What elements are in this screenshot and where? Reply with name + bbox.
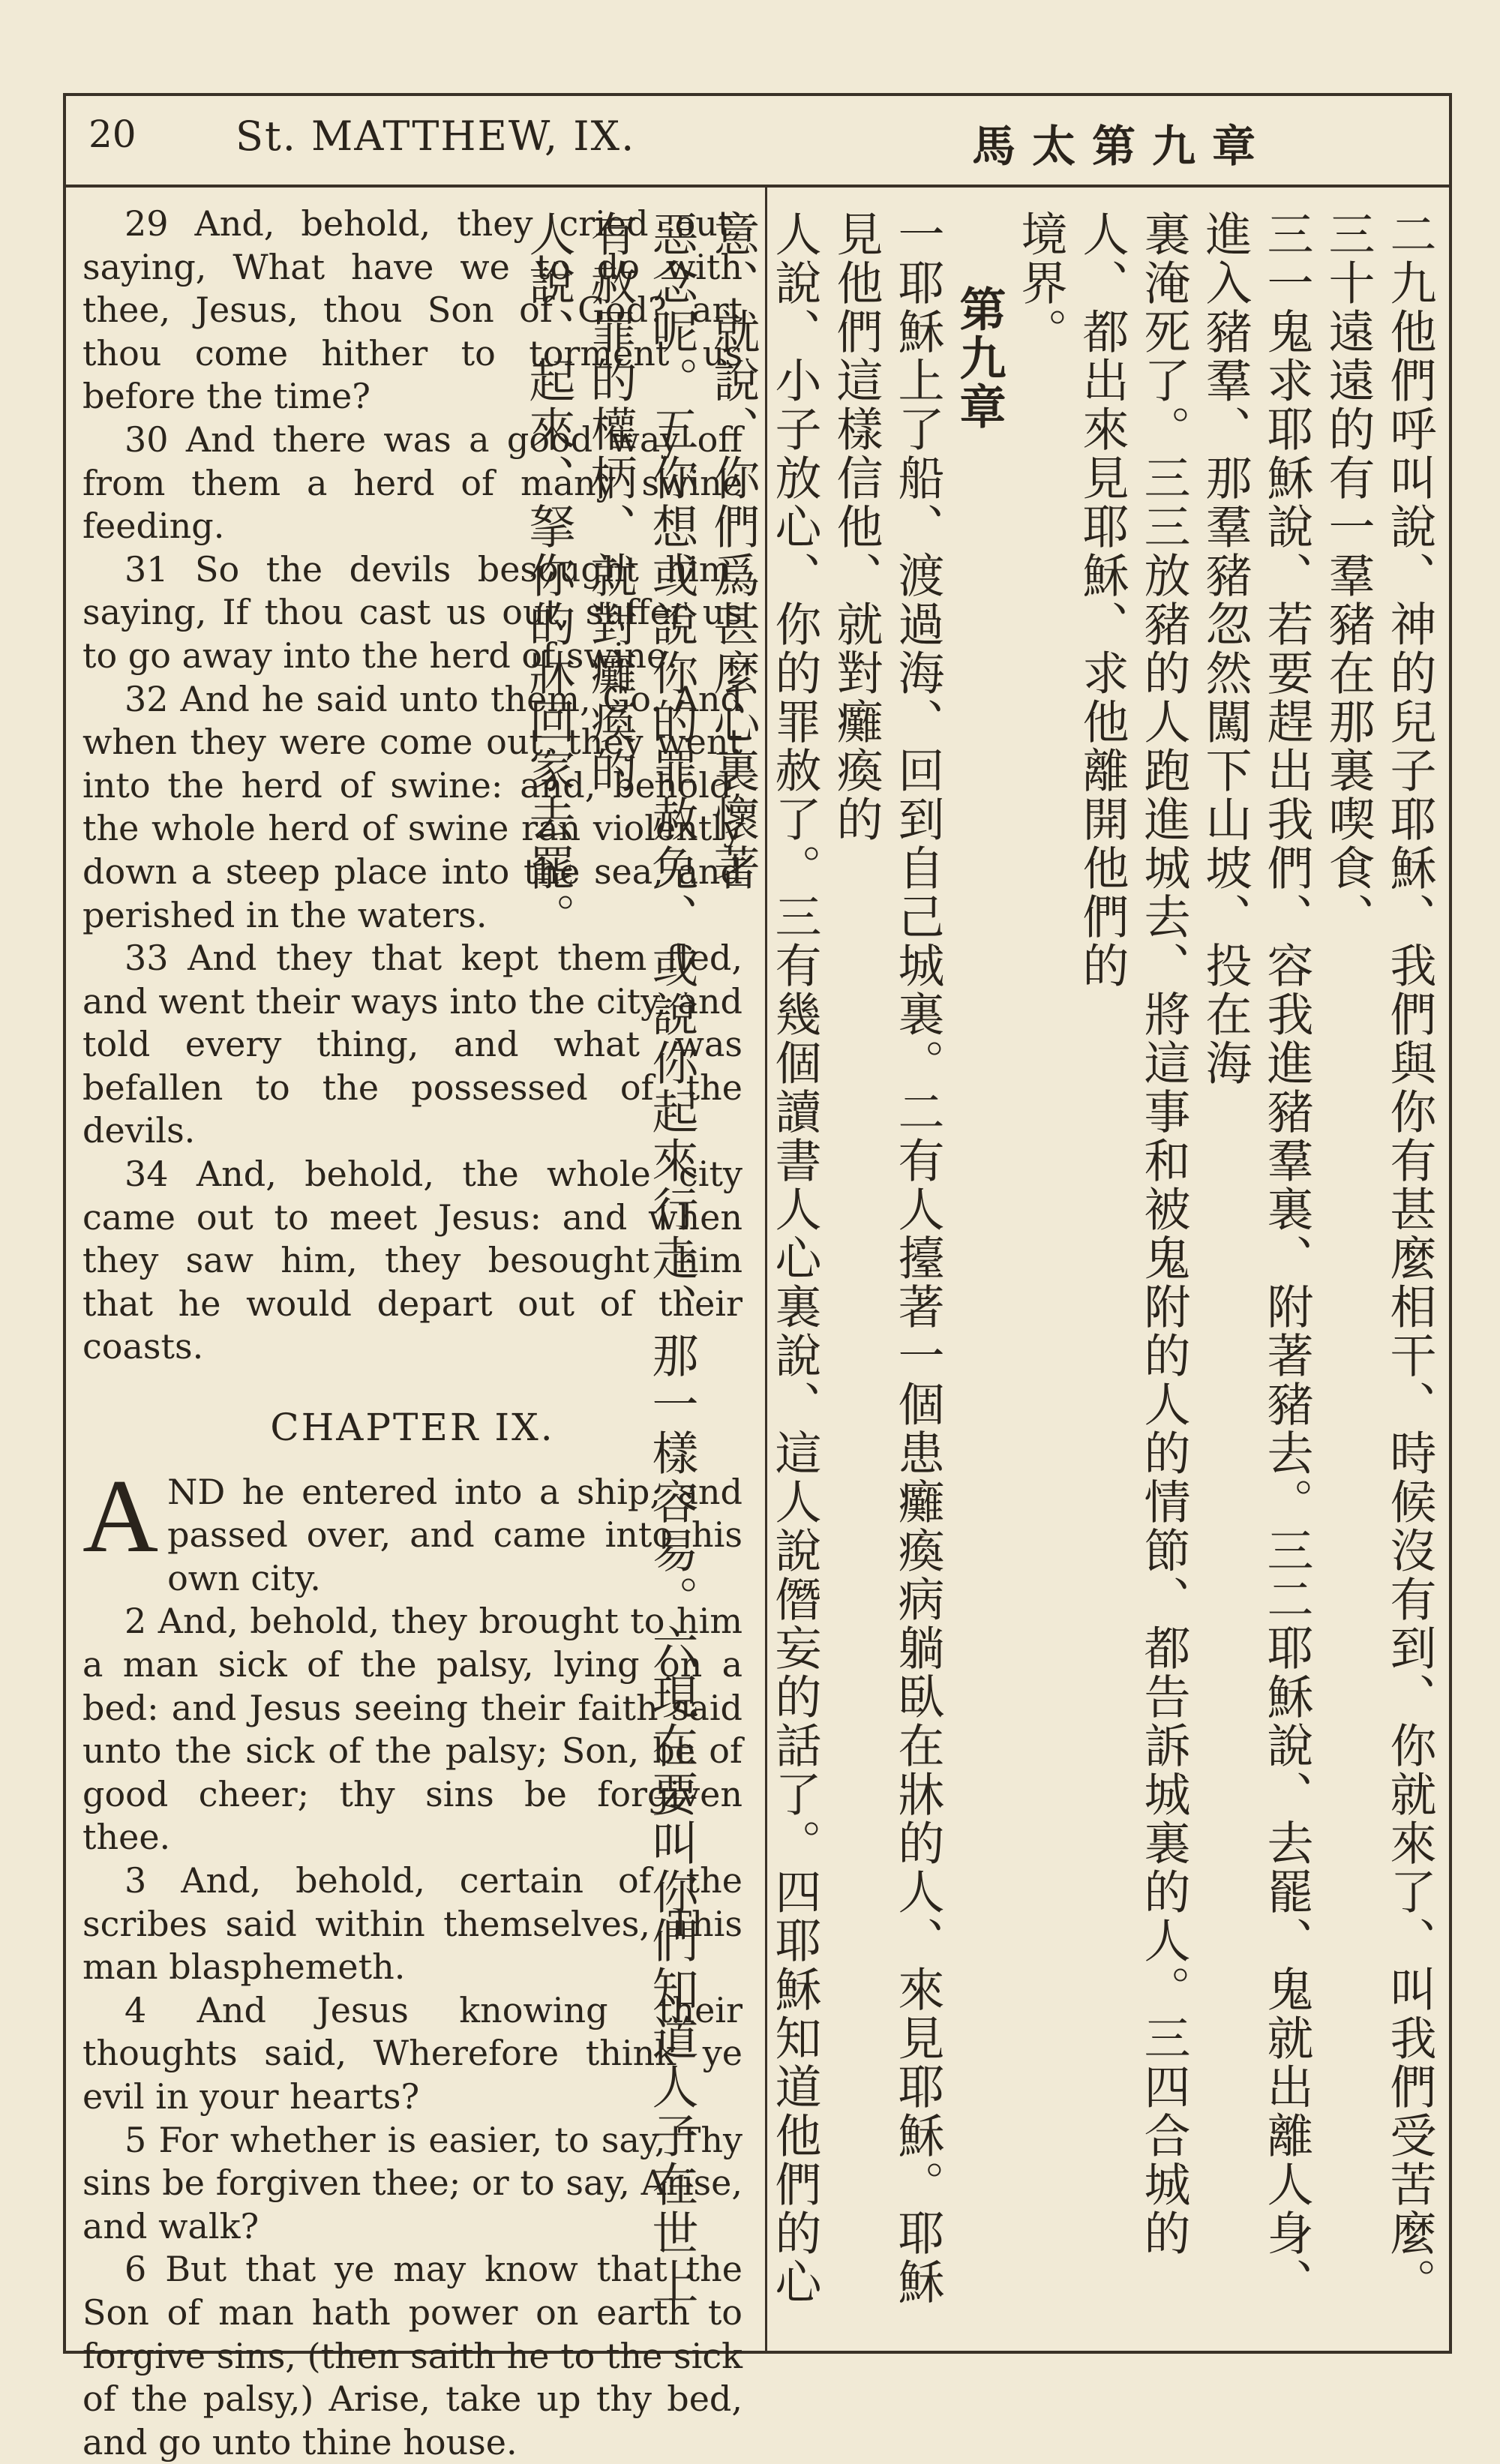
verse-8-31: 31 So the devils besought him, saying, If thou cast us out, suffer us to go away into the herd of swine. xyxy=(82,548,742,676)
verse-8-34: 34 And, behold, the whole city came out to meet Jesus: and when they saw him, they besought him that he would depart out of their coasts. xyxy=(82,1154,742,1367)
page-header xyxy=(63,93,1452,188)
cn-line: 人說、起來、拏你的牀回家去罷。 xyxy=(521,210,576,941)
verse-8-33: 33 And they that kept them fled, and went their ways into the city, and told every thing, and what was befallen to the possessed of the devils. xyxy=(82,938,742,1151)
verse-8-30: 30 And there was a good way off from them a herd of many swine feeding. xyxy=(82,419,742,547)
verse-9-4: 4 And Jesus knowing their thoughts said, Wherefore think ye evil in your hearts? xyxy=(82,1989,742,2117)
cn-line: 境界。 xyxy=(1013,210,1068,356)
cn-chapter-heading: 第九章 xyxy=(952,285,1006,431)
verse-9-6: 6 But that ye may know that the Son of man hath power on earth to forgive sins, (then saith he to the sick of the palsy,) Arise, take up thy bed, and go unto thine house. xyxy=(82,2249,742,2462)
cn-line: 人說、小子放心、你的罪赦了。三有幾個讀書人心裏說、這人說僭妄的話了。四耶穌知道他們的心意、就說、你們爲甚麼心裏懷著 xyxy=(706,210,822,2306)
verse-9-2: 2 And, behold, they brought to him a man sick of the palsy, lying on a bed: and Jesus seeing their faith said unto the sick of the palsy; Son, be of good cheer; thy sins be forgiven thee. xyxy=(82,1601,742,1858)
running-head: St. MATTHEW, IX. xyxy=(236,113,636,160)
verse-9-3: 3 And, behold, certain of the scribes said within themselves, This man blasphemeth. xyxy=(82,1859,742,1988)
chinese-running-head: 馬太第九章 xyxy=(971,121,1272,172)
chinese-column xyxy=(521,210,1440,2310)
chapter-heading: CHAPTER IX. xyxy=(270,1406,555,1450)
verse-9-1-text: ND he entered into a ship, and passed over, and came into his own city. xyxy=(167,1471,742,1598)
cn-line: 惡念呢。五你想或說你的罪赦免、或說你起來行走、那一樣容易。六現在要叫你們知道人子在世上有赦罪的權柄、就對癱瘓的 xyxy=(583,210,699,2306)
cn-line: 二九他們呼叫說、神的兒子耶穌、我們與你有甚麼相干、時候沒有到、你就來了、叫我們受苦麼。三十遠遠的有一羣豬在那裏喫食、 xyxy=(1321,210,1437,2306)
cn-line: 一耶穌上了船、渡過海、回到自己城裏。二有人擡著一個患癱瘓病躺臥在牀的人、來見耶穌。耶穌見他們這樣信他、就對癱瘓的 xyxy=(829,210,945,2306)
drop-cap: A xyxy=(82,1457,159,1574)
verse-9-5: 5 For whether is easier, to say, Thy sins be forgiven thee; or to say, Arise, and walk? xyxy=(82,2119,742,2246)
cn-line: 三一鬼求耶穌說、若要趕出我們、容我進豬羣裏、附著豬去。三二耶穌說、去罷、鬼就出離人身、進入豬羣、那羣豬忽然闖下山坡、投在海 xyxy=(1198,210,1314,2306)
cn-line: 裏淹死了。三三放豬的人跑進城去、將這事和被鬼附的人的情節、都告訴城裏的人。三四合城的人、都出來見耶穌、求他離開他們的 xyxy=(1075,210,1191,2258)
page-number: 20 xyxy=(88,113,136,156)
verse-8-32: 32 And he said unto them, Go. And when they were come out, they went into the herd of swine: and, behold, the whole herd of swine ran violently down a steep place into the sea, and perished in the waters. xyxy=(82,678,742,935)
verse-8-29: 29 And, behold, they cried out, saying, What have we to do with thee, Jesus, thou Son of God? art thou come hither to torment us before the time? xyxy=(82,203,742,417)
